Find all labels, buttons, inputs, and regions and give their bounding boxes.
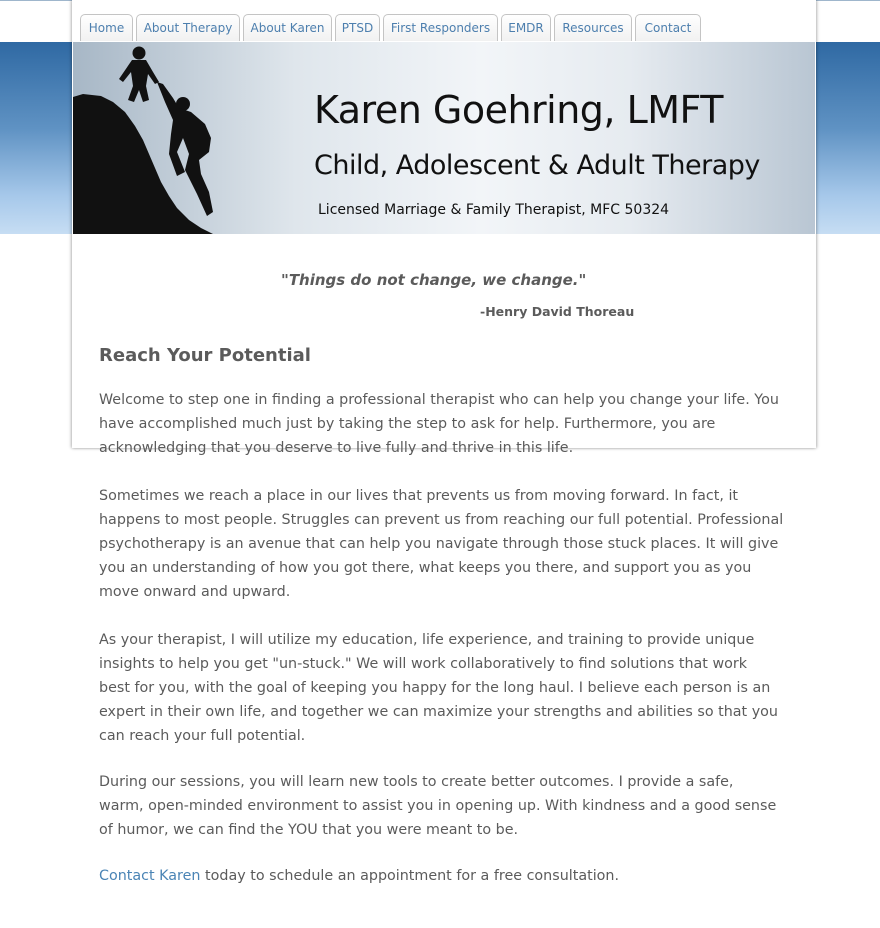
quote-author: -Henry David Thoreau	[480, 304, 635, 319]
paragraph-line: As your therapist, I will utilize my education, life experience, and training to provide unique	[99, 632, 755, 648]
paragraph-sessions	[99, 770, 776, 842]
tab-resources[interactable]: Resources	[554, 14, 632, 41]
paragraph-line: Welcome to step one in finding a professional therapist who can help you change your life. You	[99, 392, 779, 408]
paragraph-line: move onward and upward.	[99, 584, 291, 600]
contact-karen-link[interactable]: Contact Karen	[99, 868, 201, 884]
paragraph-line: expert in their own life, and together we can maximize your strengths and abilities so that you	[99, 704, 778, 720]
page-heading: Reach Your Potential	[99, 345, 311, 366]
tab-emdr[interactable]: EMDR	[501, 14, 551, 41]
paragraph-line: acknowledging that you deserve to live fully and thrive in this life.	[99, 440, 574, 456]
paragraph-line: Sometimes we reach a place in our lives that prevents us from moving forward. In fact, it	[99, 488, 739, 504]
paragraph-line: have accomplished much just by taking the step to ask for help. Furthermore, you are	[99, 416, 716, 432]
tab-contact[interactable]: Contact	[635, 14, 701, 41]
paragraph-struggles	[99, 484, 783, 604]
climbers-silhouette-icon	[73, 42, 233, 234]
tab-ptsd[interactable]: PTSD	[335, 14, 380, 41]
paragraph-line: you an understanding of how you got there, what keeps you there, and support you as you	[99, 560, 752, 576]
paragraph-cta	[99, 864, 619, 888]
license-line: Licensed Marriage & Family Therapist, MFC 50324	[318, 202, 670, 218]
cta-text: today to schedule an appointment for a free consultation.	[200, 868, 620, 884]
paragraph-line: of humor, we can find the YOU that you were meant to be.	[99, 822, 519, 838]
header-banner	[73, 42, 815, 234]
paragraph-line: happens to most people. Struggles can prevent us from reaching our full potential. Professional	[99, 512, 784, 528]
paragraph-line: can reach your full potential.	[99, 728, 306, 744]
paragraph-line: insights to help you get "un-stuck." We will work collaboratively to find solutions that work	[99, 656, 748, 672]
paragraph-line: warm, open-minded environment to assist you in opening up. With kindness and a good sense	[99, 798, 777, 814]
paragraph-line: best for you, with the goal of keeping you happy for the long haul. I believe each person is an	[99, 680, 771, 696]
site-title: Karen Goehring, LMFT	[314, 88, 723, 132]
paragraph-therapist	[99, 628, 778, 748]
site-subtitle: Child, Adolescent & Adult Therapy	[314, 150, 760, 181]
tab-first-responders[interactable]: First Responders	[383, 14, 498, 41]
tab-about-karen[interactable]: About Karen	[243, 14, 332, 41]
main-navigation	[80, 14, 704, 42]
paragraph-line: During our sessions, you will learn new tools to create better outcomes. I provide a safe,	[99, 774, 734, 790]
paragraph-line: psychotherapy is an avenue that can help you navigate through those stuck places. It will give	[99, 536, 779, 552]
tab-home[interactable]: Home	[80, 14, 133, 41]
paragraph-welcome	[99, 388, 779, 460]
quote-text: "Things do not change, we change."	[281, 271, 587, 289]
tab-about-therapy[interactable]: About Therapy	[136, 14, 240, 41]
